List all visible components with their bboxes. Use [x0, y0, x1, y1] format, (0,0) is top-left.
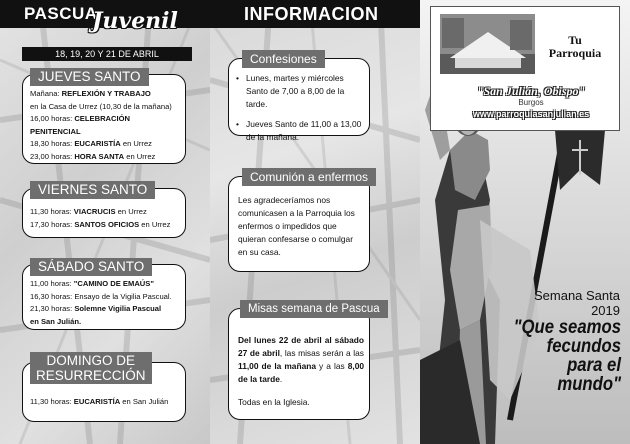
schedule-line: [30, 101, 182, 114]
schedule-event: "CAMINO DE EMAÚS": [73, 279, 154, 288]
confesiones-text: [236, 72, 364, 144]
motto-line-4: mundo": [557, 374, 621, 395]
schedule-text: en la Casa de Urrez (10,30 de la mañana): [30, 101, 172, 111]
jueves-santo-label: JUEVES SANTO: [30, 68, 149, 86]
motto-line-1: "Que seamos: [513, 317, 621, 338]
parish-title-parroquia: Parroquia: [548, 46, 602, 60]
motto-line-3: para el: [567, 355, 621, 376]
parish-name: "San Julián, Obispo": [476, 84, 586, 98]
schedule-line: [30, 303, 182, 316]
schedule-text: 11,30 horas:: [30, 207, 74, 216]
schedule-event: REFLEXIÓN Y TRABAJO: [61, 89, 151, 98]
schedule-text: 17,30 horas:: [30, 219, 75, 229]
schedule-place: en Urrez: [120, 139, 152, 148]
comunion-text: Les agradeceríamos nos comunicasen a la Parroquia los enfermos o impedidos que quieran confesarse o comulgar en su casa.: [238, 195, 355, 257]
schedule-event: SANTOS OFICIOS: [74, 219, 140, 229]
schedule-text: 18,30 horas:: [30, 139, 75, 148]
motto: [508, 318, 621, 394]
misas-text-1: , las misas serán a las: [279, 348, 364, 358]
schedule-line: [30, 206, 182, 219]
sabado-santo-schedule: [30, 278, 182, 328]
juvenil-script-title: Juvenil: [92, 8, 178, 34]
informacion-title: INFORMACION: [244, 4, 379, 24]
misas-date-range: Del lunes 22 de abril al sábado 27 de abril: [238, 335, 364, 358]
misas-text: [238, 334, 364, 409]
domingo-label: [30, 352, 152, 384]
parish-title-tu: Tu: [568, 33, 582, 47]
schedule-event: Solemne Vigilia Pascual: [74, 304, 162, 313]
schedule-text: 16,30 horas: Ensayo de la Vigilia Pascual.: [30, 291, 172, 301]
schedule-place: en Urrez: [124, 151, 156, 161]
misas-evening-time: 8,00 de la tarde: [238, 361, 365, 384]
schedule-event: en San Julián.: [30, 316, 82, 326]
confesiones-item-2: • Jueves Santo de 11,00 a 13,00 de la mañana.: [236, 118, 364, 144]
domingo-label-line2: RESURRECCIÓN: [36, 368, 146, 383]
schedule-line: [30, 88, 182, 101]
schedule-text: 16,00 horas:: [30, 114, 75, 123]
schedule-text: Mañana:: [30, 89, 62, 98]
misas-text-2: y a las: [316, 361, 348, 371]
schedule-text: 23,00 horas:: [30, 151, 75, 161]
confesiones-item-1: • Lunes, martes y miércoles Santo de 7,00 a 8,00 de la tarde.: [236, 72, 364, 111]
misas-footer: Todas en la Iglesia.: [238, 397, 310, 407]
viernes-santo-label: VIERNES SANTO: [30, 181, 155, 199]
schedule-line: [30, 219, 182, 232]
comunion-label: Comunión a enfermos: [242, 168, 376, 186]
schedule-text: 11,00 horas:: [30, 279, 74, 288]
schedule-event: CELEBRACIÓN PENITENCIAL: [30, 114, 131, 136]
jueves-santo-schedule: [30, 88, 182, 163]
schedule-text: 21,30 horas:: [30, 304, 75, 313]
schedule-line: [30, 113, 182, 138]
schedule-place: en San Julián: [120, 397, 169, 406]
schedule-event: VIACRUCIS: [73, 207, 116, 216]
parish-city: Burgos: [518, 98, 544, 107]
schedule-text: 11,30 horas:: [30, 397, 74, 406]
schedule-place: en Urrez: [139, 219, 171, 229]
schedule-event: EUCARISTÍA: [73, 397, 121, 406]
misas-label: Misas semana de Pascua: [240, 300, 388, 318]
domingo-schedule: [30, 396, 182, 409]
semana-santa-year: 2019: [591, 303, 620, 318]
schedule-line: [30, 291, 182, 304]
parish-website: www.parroquiasanjulian.es: [472, 109, 590, 119]
domingo-label-line1: DOMINGO DE: [46, 353, 136, 368]
parish-title: [540, 34, 610, 60]
viernes-santo-schedule: [30, 206, 182, 231]
schedule-line: [30, 138, 182, 151]
misas-morning-time: 11,00 de la mañana: [238, 361, 317, 371]
misas-text-3: .: [279, 374, 283, 384]
pascua-title: PASCUA: [24, 4, 98, 23]
schedule-line: [30, 316, 182, 329]
schedule-line: [30, 278, 182, 291]
schedule-event: HORA SANTA: [74, 151, 125, 161]
dates-banner: 18, 19, 20 Y 21 DE ABRIL: [22, 47, 192, 61]
church-building-image: [440, 14, 535, 74]
semana-santa-text: Semana Santa: [533, 288, 620, 303]
motto-line-2: fecundos: [546, 336, 621, 357]
schedule-line: [30, 396, 182, 409]
confesiones-label: Confesiones: [242, 50, 325, 68]
schedule-line: [30, 151, 182, 164]
sabado-santo-label: SÁBADO SANTO: [30, 258, 152, 276]
schedule-place: en Urrez: [115, 207, 147, 216]
semana-santa-title: [520, 288, 620, 318]
schedule-event: EUCARISTÍA: [74, 139, 121, 148]
